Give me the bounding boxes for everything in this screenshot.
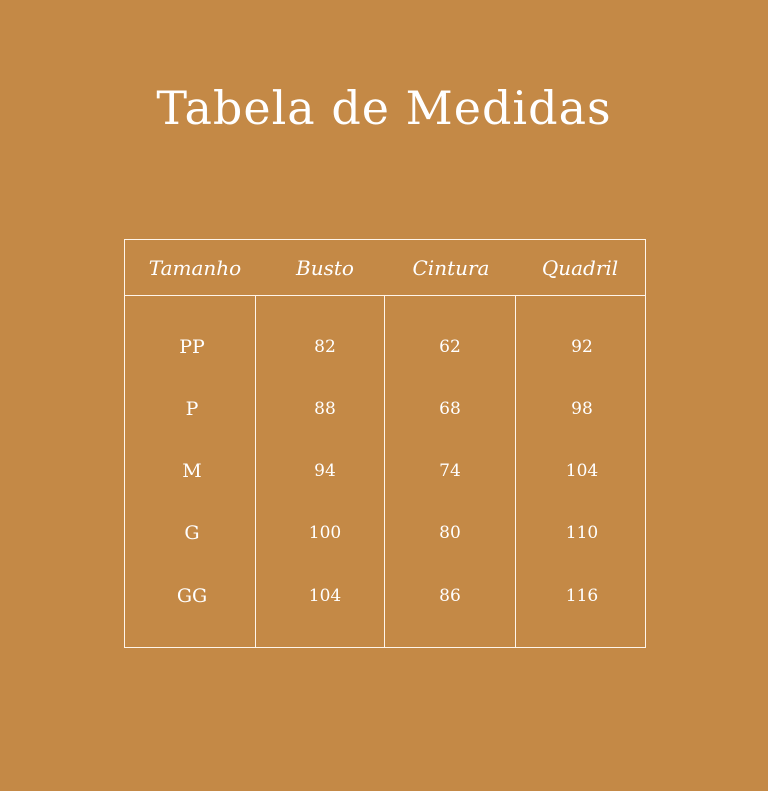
cell-cintura: 74 bbox=[439, 461, 461, 481]
page-title: Tabela de Medidas bbox=[156, 81, 612, 135]
header-cintura: Cintura bbox=[412, 256, 490, 280]
cell-quadril: 98 bbox=[571, 399, 593, 419]
cell-busto: 94 bbox=[314, 461, 336, 481]
cell-busto: 104 bbox=[308, 586, 342, 606]
cell-busto: 88 bbox=[314, 399, 336, 419]
table-header-row bbox=[125, 240, 645, 296]
cell-quadril: 104 bbox=[565, 461, 599, 481]
cell-tamanho: G bbox=[184, 522, 200, 544]
cell-cintura: 68 bbox=[439, 399, 461, 419]
cell-quadril: 116 bbox=[565, 586, 599, 606]
column-divider bbox=[255, 296, 256, 647]
header-busto: Busto bbox=[296, 256, 354, 280]
cell-quadril: 92 bbox=[571, 337, 593, 357]
header-tamanho: Tamanho bbox=[148, 256, 242, 280]
header-quadril: Quadril bbox=[541, 256, 619, 280]
cell-tamanho: M bbox=[182, 460, 202, 482]
cell-tamanho: GG bbox=[176, 585, 208, 607]
cell-cintura: 80 bbox=[439, 523, 461, 543]
cell-cintura: 62 bbox=[439, 337, 461, 357]
cell-tamanho: PP bbox=[179, 336, 205, 358]
column-divider bbox=[515, 296, 516, 647]
cell-busto: 82 bbox=[314, 337, 336, 357]
cell-quadril: 110 bbox=[565, 523, 599, 543]
cell-cintura: 86 bbox=[439, 586, 461, 606]
cell-busto: 100 bbox=[308, 523, 342, 543]
cell-tamanho: P bbox=[185, 398, 199, 420]
size-table bbox=[124, 239, 646, 648]
